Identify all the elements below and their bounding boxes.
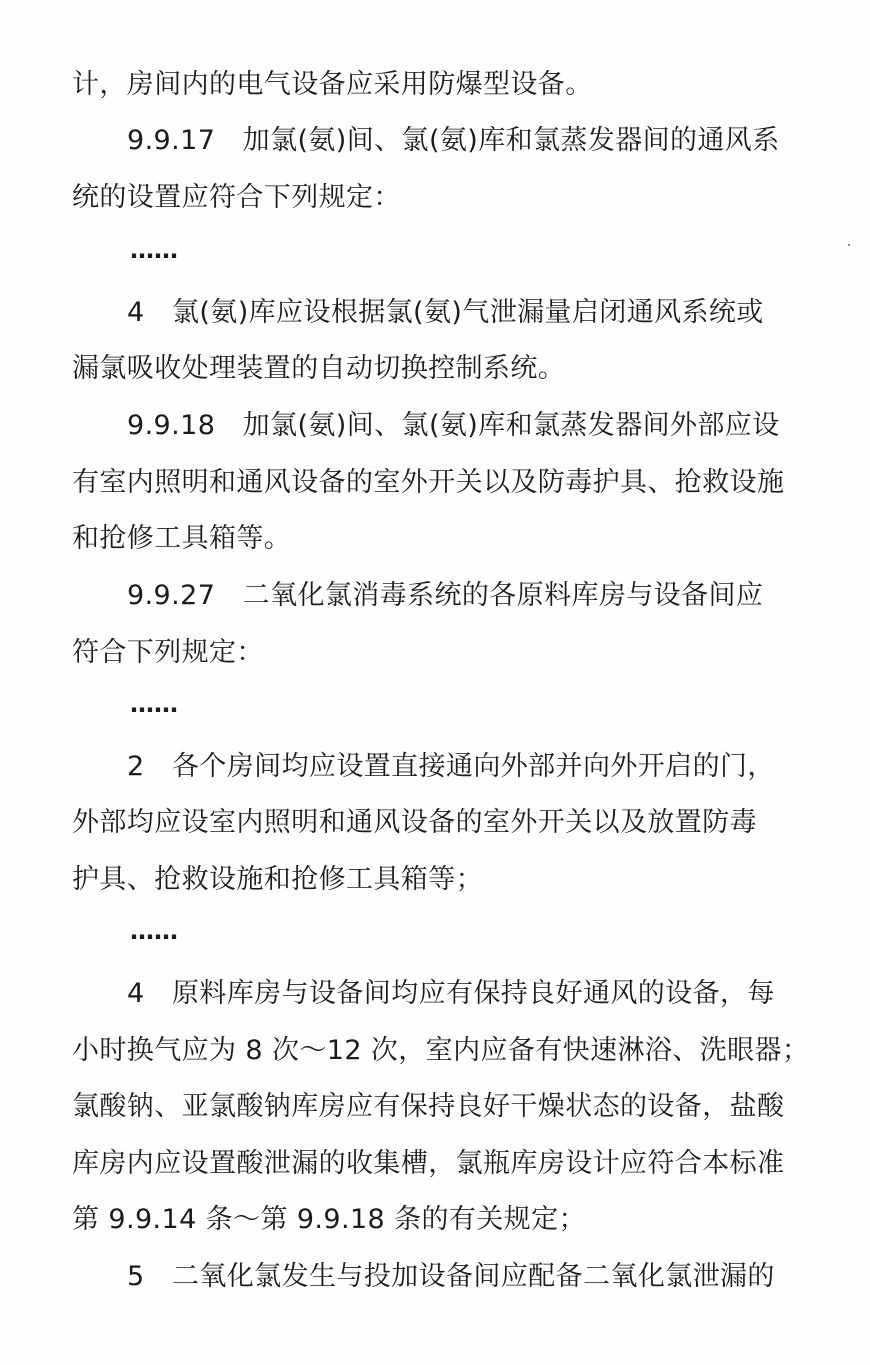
- text-line: 库房内应设置酸泄漏的收集槽，氯瓶库房设计应符合本标准: [72, 1148, 785, 1179]
- clause-item-4: 4 原料库房与设备间均应有保持良好通风的设备，每: [127, 978, 775, 1009]
- text-line: 第 9.9.14 条～第 9.9.18 条的有关规定；: [72, 1204, 586, 1235]
- omission-ellipsis: ……: [130, 236, 178, 264]
- text-line: 氯酸钠、亚氯酸钠库房应有保持良好干燥状态的设备，盐酸: [72, 1091, 785, 1122]
- text-line: 漏氯吸收处理装置的自动切换控制系统。: [72, 353, 566, 384]
- text-line: 小时换气应为 8 次～12 次，室内应备有快速淋浴、洗眼器；: [72, 1035, 810, 1066]
- omission-ellipsis: ……: [130, 690, 178, 718]
- clause-9-9-27-heading: 9.9.27 二氧化氯消毒系统的各原料库房与设备间应: [127, 580, 764, 611]
- text-line: 统的设置应符合下列规定：: [72, 182, 401, 213]
- clause-item-4: 4 氯(氨)库应设根据氯(氨)气泄漏量启闭通风系统或: [127, 297, 764, 328]
- scan-speck: [848, 244, 850, 246]
- text-line: 护具、抢救设施和抢修工具箱等；: [72, 864, 483, 895]
- omission-ellipsis: ……: [130, 917, 178, 945]
- text-line: 外部均应设室内照明和通风设备的室外开关以及放置防毒: [72, 807, 757, 838]
- text-line: 计，房间内的电气设备应采用防爆型设备。: [72, 69, 593, 100]
- clause-item-5: 5 二氧化氯发生与投加设备间应配备二氧化氯泄漏的: [127, 1261, 775, 1292]
- clause-item-2: 2 各个房间均应设置直接通向外部并向外开启的门，: [127, 751, 775, 782]
- clause-9-9-17-heading: 9.9.17 加氯(氨)间、氯(氨)库和氯蒸发器间的通风系: [127, 125, 780, 156]
- text-line: 有室内照明和通风设备的室外开关以及防毒护具、抢救设施: [72, 467, 785, 498]
- text-line: 和抢修工具箱等。: [72, 523, 292, 554]
- clause-9-9-18-heading: 9.9.18 加氯(氨)间、氯(氨)库和氯蒸发器间外部应设: [127, 410, 780, 441]
- text-line: 符合下列规定：: [72, 637, 264, 668]
